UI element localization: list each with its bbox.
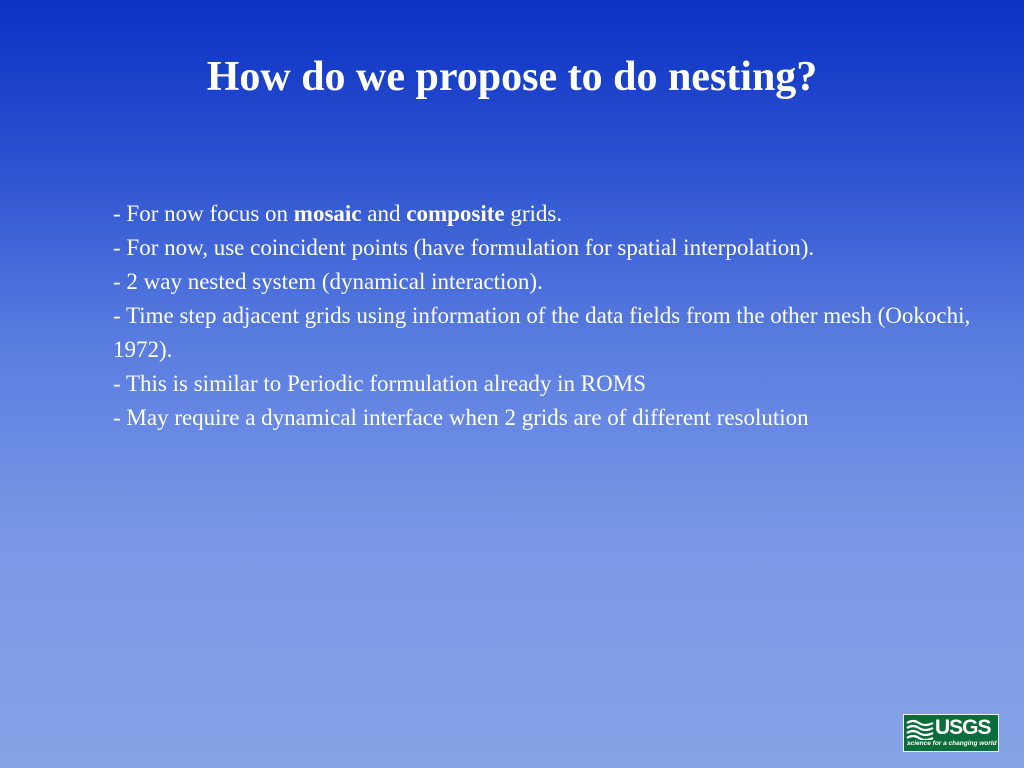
logo-wordmark: USGS: [935, 716, 991, 739]
bullet-text: - This is similar to Periodic formulation already in ROMS: [113, 371, 646, 396]
bullet-text: and: [361, 201, 407, 226]
bullet-item: [113, 299, 993, 367]
bullet-item: [113, 231, 993, 265]
bullet-text: - For now focus on: [113, 201, 294, 226]
bullet-emphasis: mosaic: [293, 201, 362, 226]
bullet-text: - 2 way nested system (dynamical interaction).: [113, 269, 543, 294]
bullet-item: [113, 265, 993, 299]
bullet-text: grids.: [504, 201, 563, 226]
bullet-item: [113, 367, 993, 401]
bullet-list: [113, 197, 993, 435]
usgs-logo: [903, 714, 999, 752]
usgs-wave-icon: [906, 718, 934, 740]
logo-tagline: science for a changing world: [907, 740, 997, 747]
bullet-text: - May require a dynamical interface when 2 grids are of different resolution: [113, 405, 809, 430]
slide-title: How do we propose to do nesting?: [206, 54, 818, 100]
bullet-item: [113, 401, 993, 435]
bullet-emphasis: composite: [406, 201, 505, 226]
bullet-text: - For now, use coincident points (have formulation for spatial interpolation).: [113, 235, 815, 260]
bullet-item: [113, 197, 993, 231]
bullet-text: - Time step adjacent grids using information of the data fields from the other mesh (Ookochi, 1972).: [113, 303, 971, 362]
